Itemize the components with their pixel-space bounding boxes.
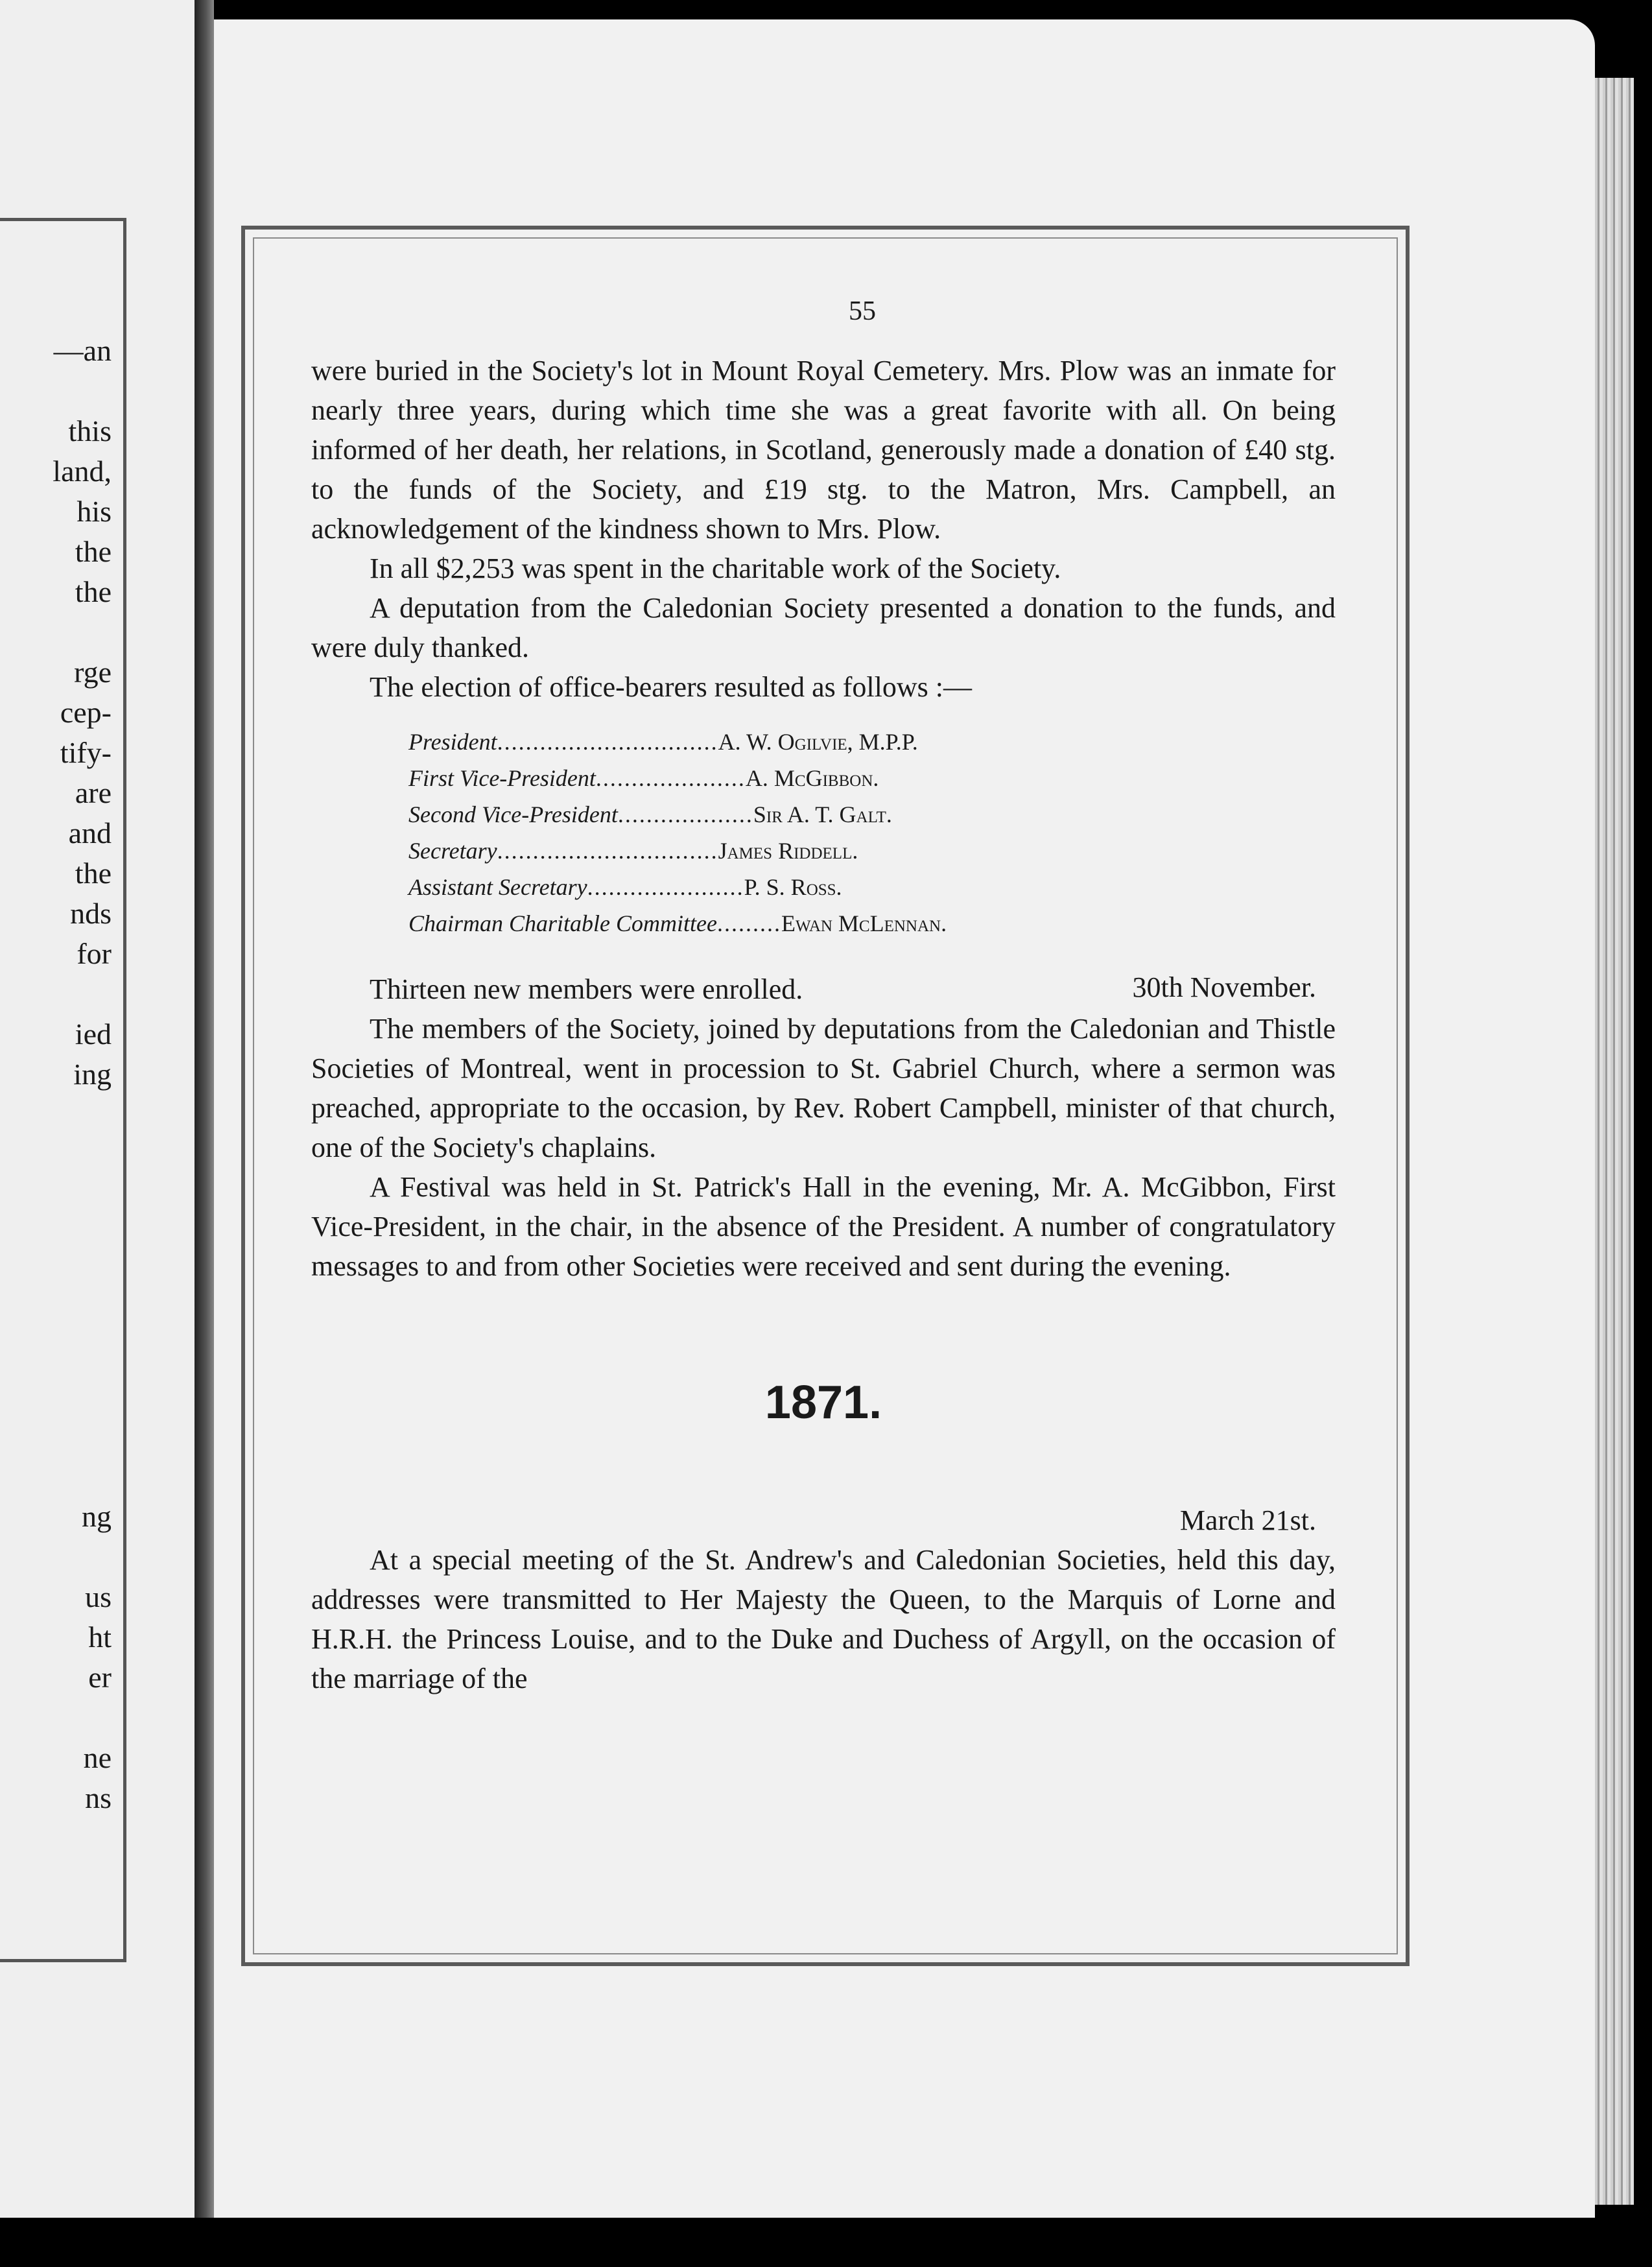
officer-name: Ewan McLennan. [781,910,947,936]
leader-dots: ...................... [587,874,744,900]
paragraph: In all $2,253 was spent in the charitable work of the Society. [370,552,1061,584]
left-line [53,974,112,1014]
page-edges [1595,78,1634,2205]
left-line [53,1376,112,1416]
left-line [53,1095,112,1135]
paragraph: A Festival was held in St. Patrick's Hall in the evening, Mr. A. McGibbon, First Vice-President, in the chair, in the absence of the President. A number of congratulatory messages to and from other Societies were received and sent during the evening. [311,1171,1336,1282]
left-line [53,371,112,411]
left-line: the [75,535,112,568]
officer-name: James Riddell. [718,838,858,864]
paragraph: At a special meeting of the St. Andrew's and Caledonian Societies, held this day, addresses were transmitted to Her Majesty the Queen, to the Marquis of Lorne and H.R.H. the Princess Louise, and to the Duke and Duchess of Argyll, on the occasion of the marriage of the [311,1544,1336,1694]
officer-name: P. S. Ross. [744,874,842,900]
officer-name: A. W. Ogilvie, M.P.P. [718,729,918,755]
officer-title: Secretary [408,838,497,864]
officer-title: Second Vice-President [408,801,618,827]
left-line [53,1537,112,1577]
page-number: 55 [849,296,876,326]
officer-list [408,724,1336,942]
leader-dots: ......... [717,910,781,936]
left-line: —an [53,334,112,367]
officer-title: Assistant Secretary [408,874,587,900]
officer-title: First Vice-President [408,765,596,791]
left-line: this [68,414,112,447]
left-line: ns [85,1781,112,1814]
date-line: 30th November. [1132,971,1316,1003]
left-line [53,612,112,652]
left-line [53,1175,112,1215]
officer-name: Sir A. T. Galt. [753,801,892,827]
officer-row [408,833,1336,869]
paragraph: The members of the Society, joined by deputations from the Caledonian and Thistle Societies of Montreal, went in procession to St. Gabriel Church, where a sermon was preached, appropriate to the occasion, by Rev. Robert Campbell, minister of that church, one of the Society's chaplains. [311,1013,1336,1163]
officer-row [408,760,1336,796]
left-line: are [75,776,112,809]
left-line: ng [82,1500,112,1533]
year-heading: 1871. [764,1377,882,1429]
paragraph: A deputation from the Caledonian Society presented a donation to the funds, and were duly thanked. [311,592,1336,663]
left-line: cep- [60,696,112,729]
paragraph: The election of office-bearers resulted as follows :— [370,671,972,703]
left-page-text [53,331,112,1818]
left-line: us [85,1580,112,1613]
officer-title: President [408,729,497,755]
left-line [53,1296,112,1336]
left-facing-page [0,0,197,2218]
leader-dots: ................... [617,801,753,827]
left-line [53,1336,112,1376]
officer-row [408,869,1336,905]
left-line [53,1698,112,1738]
left-line [53,1255,112,1296]
left-line: his [77,495,112,528]
left-line [53,1215,112,1255]
left-line: and [68,816,112,849]
left-line: land, [53,455,112,488]
left-line: nds [70,897,112,930]
leader-dots: ..................... [595,765,746,791]
paragraph: were buried in the Society's lot in Mount Royal Cemetery. Mrs. Plow was an inmate for nearly three years, during which time she was a great favorite with all. On being informed of her death, her relations, in Scotland, generously made a donation of £40 stg. to the funds of the Society, and £19 stg. to the Matron, Mrs. Campbell, an acknowledgement of the kindness shown to Mrs. Plow. [311,355,1336,545]
officer-row [408,724,1336,760]
left-line: er [88,1661,112,1694]
left-line: for [77,937,112,970]
book-spine [195,0,214,2218]
officer-name: A. McGibbon. [745,765,879,791]
left-line: the [75,857,112,890]
left-line [53,1416,112,1456]
left-line [53,1456,112,1497]
page-content [311,292,1336,1698]
left-line: the [75,575,112,608]
officer-row [408,905,1336,942]
date-line: March 21st. [1179,1504,1316,1536]
leader-dots: ............................... [497,838,718,864]
left-line: ing [73,1058,112,1091]
left-line: ne [83,1741,112,1774]
leader-dots: ............................... [497,729,718,755]
left-line [53,1135,112,1175]
officer-row [408,796,1336,833]
officer-title: Chairman Charitable Committee [408,910,717,936]
left-line: ied [75,1017,112,1050]
left-line: tify- [60,736,112,769]
paragraph: Thirteen new members were enrolled. [370,973,803,1005]
left-line: rge [74,656,112,689]
left-line: ht [88,1620,112,1654]
